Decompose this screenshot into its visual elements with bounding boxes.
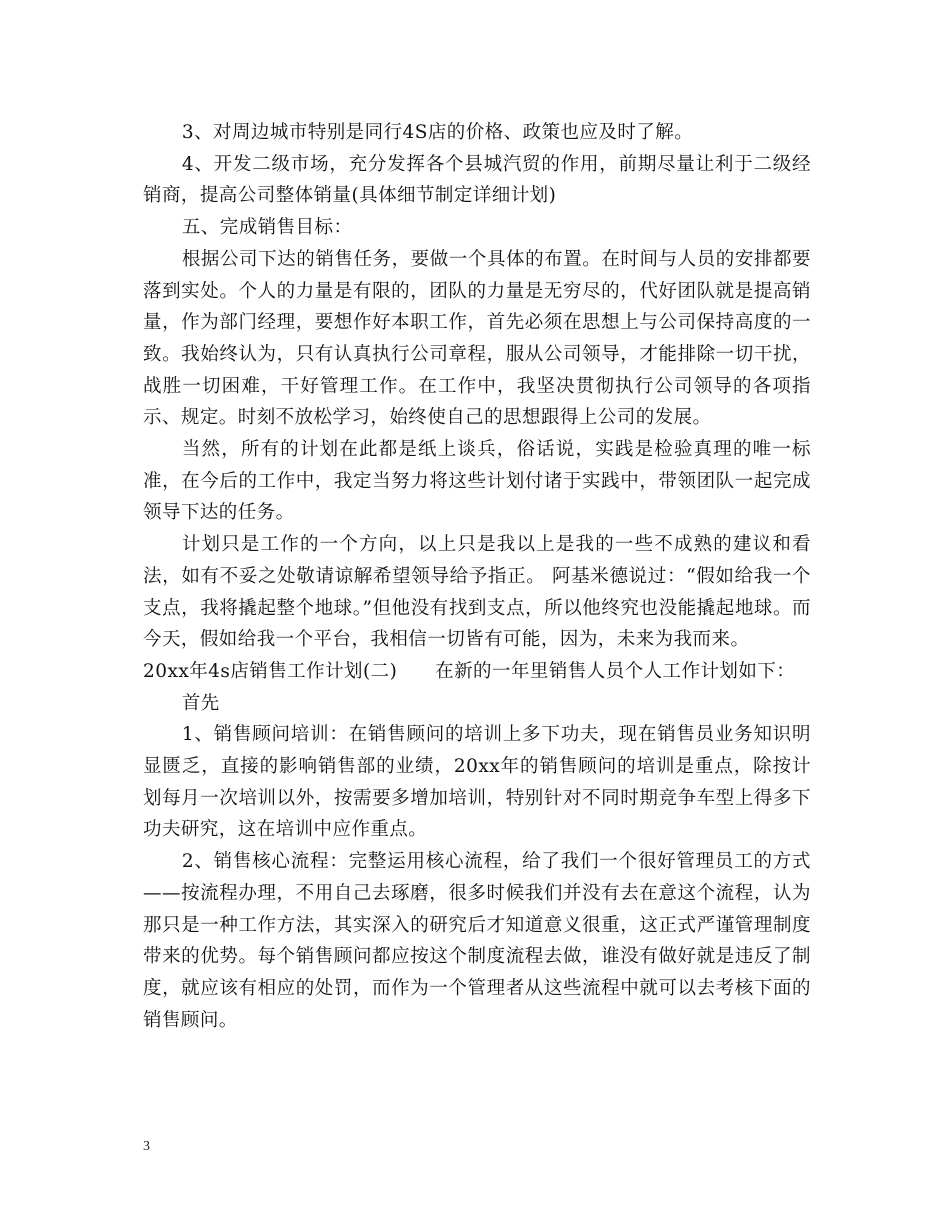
section-heading: 五、完成销售目标： <box>181 217 353 239</box>
paragraph-targets: 根据公司下达的销售任务，要做一个具体的布置。在时间与人员的安排都要落到实处。个人的力量是有限的，团队的力量是无穷尽的，代好团队就是提高销量，作为部门经理，要想作好本职工作，首先必须在思想上与公司保持高度的一致。我始终认为，只有认真执行公司章程，服从公司领导，才能排除一切干扰，战胜一切困难，干好管理工作。在工作中，我坚决贯彻执行公司领导的各项指示、规定。时刻不放松学习，始终使自己的思想跟得上公司的发展。 <box>143 248 811 429</box>
paragraph-core-process: 2、销售核心流程：完整运用核心流程，给了我们一个很好管理员工的方式——按流程办理，不用自己去琢磨，很多时候我们并没有去在意这个流程，认为那只是一种工作方法，其实深入的研究后才知道意义很重，这正式严谨管理制度带来的优势。每个销售顾问都应按这个制度流程去做，谁没有做好就是违反了制度，就应该有相应的处罚，而作为一个管理者从这些流程中就可以去考核下面的销售顾问。 <box>143 851 811 1031</box>
document-body <box>143 117 811 1036</box>
page-number: 3 <box>143 1139 150 1154</box>
paragraph-conclusion: 计划只是工作的一个方向，以上只是我以上是我的一些不成熟的建议和看法，如有不妥之处敬请谅解希望领导给予指正。 阿基米德说过：“假如给我一个支点，我将撬起整个地球。”但他没有找到支点，所以他终究也没能撬起地球。而今天，假如给我一个平台，我相信一切皆有可能，因为，未来为我而来。 <box>143 534 811 651</box>
paragraph-training: 1、销售顾问培训：在销售顾问的培训上多下功夫，现在销售员业务知识明显匮乏，直接的影响销售部的业绩，20xx年的销售顾问的培训是重点，除按计划每月一次培训以外，按需要多增加培训，特别针对不同时期竞争车型上得多下功夫研究，这在培训中应作重点。 <box>143 724 811 841</box>
paragraph-first: 首先 <box>181 692 220 714</box>
paragraph-item-3: 3、对周边城市特别是同行4S店的价格、政策也应及时了解。 <box>181 122 694 143</box>
plan-two-title: 20xx年4s店销售工作计划(二) 在新的一年里销售人员个人工作计划如下： <box>143 660 796 682</box>
paragraph-practice: 当然，所有的计划在此都是纸上谈兵，俗话说，实践是检验真理的唯一标准，在今后的工作中，我定当努力将这些计划付诸于实践中，带领团队一起完成领导下达的任务。 <box>143 439 811 524</box>
paragraph-item-4: 4、开发二级市场，充分发挥各个县城汽贸的作用，前期尽量让利于二级经销商，提高公司整体销量(具体细节制定详细计划) <box>143 153 811 207</box>
